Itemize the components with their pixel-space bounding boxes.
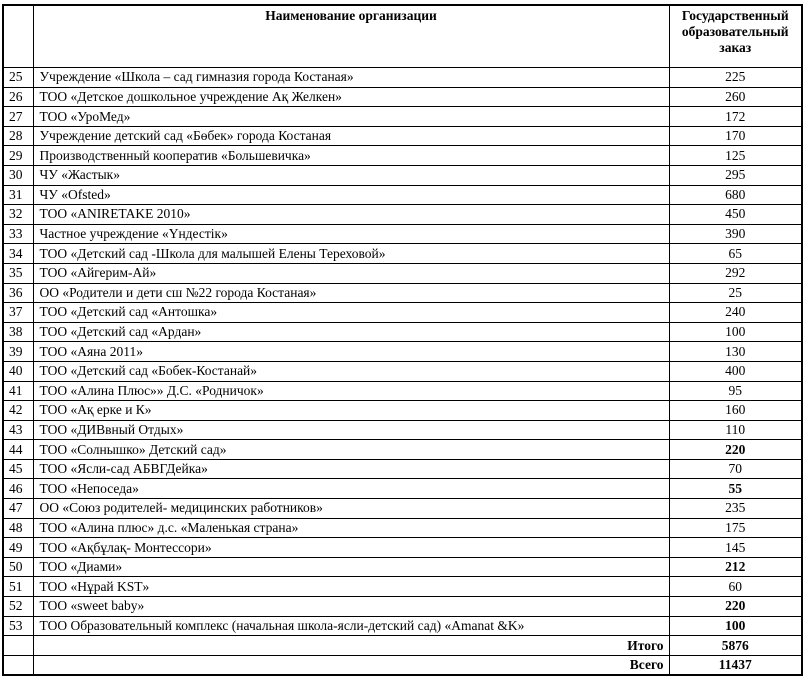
table-row	[3, 499, 802, 519]
table-row	[3, 459, 802, 479]
total-label: Итого	[33, 636, 669, 656]
order-value: 95	[669, 381, 802, 401]
order-value: 175	[669, 518, 802, 538]
organization-name: Производственный кооператив «Большевичка»	[33, 146, 669, 166]
row-number: 52	[3, 597, 33, 617]
col-header-name: Наименование организации	[33, 5, 669, 68]
organization-name: ТОО «Детский сад «Антошка»	[33, 303, 669, 323]
row-number: 45	[3, 459, 33, 479]
row-number: 32	[3, 205, 33, 225]
organization-name: ТОО «Ақбұлақ- Монтессори»	[33, 538, 669, 558]
table-row	[3, 401, 802, 421]
organization-name: ТОО «Алина плюс» д.с. «Маленькая страна»	[33, 518, 669, 538]
row-number	[3, 655, 33, 675]
total-value: 11437	[669, 655, 802, 675]
organization-name: ЧУ «Жастык»	[33, 165, 669, 185]
row-number: 42	[3, 401, 33, 421]
table-row	[3, 185, 802, 205]
order-value: 100	[669, 616, 802, 636]
table-row	[3, 244, 802, 264]
organization-name: ТОО «Детский сад «Бобек-Костанай»	[33, 361, 669, 381]
organization-name: ТОО «Айгерим-Ай»	[33, 263, 669, 283]
table-row	[3, 538, 802, 558]
row-number: 36	[3, 283, 33, 303]
organization-name: ТОО «Детское дошкольное учреждение Ақ Желкен»	[33, 87, 669, 107]
table-row	[3, 322, 802, 342]
order-value: 130	[669, 342, 802, 362]
table-row	[3, 616, 802, 636]
row-number: 28	[3, 126, 33, 146]
order-value: 60	[669, 577, 802, 597]
order-value: 292	[669, 263, 802, 283]
row-number: 27	[3, 107, 33, 127]
table-row	[3, 518, 802, 538]
table-row	[3, 361, 802, 381]
order-value: 65	[669, 244, 802, 264]
table-row	[3, 165, 802, 185]
row-number: 47	[3, 499, 33, 519]
order-value: 170	[669, 126, 802, 146]
order-value: 390	[669, 224, 802, 244]
organization-name: ТОО «sweet baby»	[33, 597, 669, 617]
organization-name: Учреждение детский сад «Бөбек» города Костаная	[33, 126, 669, 146]
organization-name: ТОО «УроМед»	[33, 107, 669, 127]
organization-name: ОО «Родители и дети сш №22 города Костаная»	[33, 283, 669, 303]
order-value: 25	[669, 283, 802, 303]
table-row	[3, 577, 802, 597]
order-value: 400	[669, 361, 802, 381]
order-value: 145	[669, 538, 802, 558]
table-row	[3, 68, 802, 88]
row-number: 44	[3, 440, 33, 460]
row-number: 38	[3, 322, 33, 342]
order-value: 225	[669, 68, 802, 88]
order-value: 172	[669, 107, 802, 127]
row-number: 49	[3, 538, 33, 558]
organization-name: ТОО «Детский сад «Ардан»	[33, 322, 669, 342]
organization-name: ТОО Образовательный комплекс (начальная школа-ясли-детский сад) «Amanat &K»	[33, 616, 669, 636]
total-row	[3, 655, 802, 675]
row-number: 43	[3, 420, 33, 440]
total-row	[3, 636, 802, 656]
order-value: 260	[669, 87, 802, 107]
row-number: 40	[3, 361, 33, 381]
order-value: 110	[669, 420, 802, 440]
row-number: 51	[3, 577, 33, 597]
organization-name: ТОО «Ясли-сад АБВГДейка»	[33, 459, 669, 479]
table-row	[3, 205, 802, 225]
row-number: 50	[3, 557, 33, 577]
row-number: 34	[3, 244, 33, 264]
table-row	[3, 283, 802, 303]
order-value: 240	[669, 303, 802, 323]
total-label: Всего	[33, 655, 669, 675]
row-number: 39	[3, 342, 33, 362]
table-row	[3, 224, 802, 244]
organization-name: ТОО «Непоседа»	[33, 479, 669, 499]
organization-name: ТОО «Ақ ерке и К»	[33, 401, 669, 421]
row-number: 41	[3, 381, 33, 401]
table-row	[3, 597, 802, 617]
order-value: 55	[669, 479, 802, 499]
table-row	[3, 126, 802, 146]
row-number: 37	[3, 303, 33, 323]
row-number: 30	[3, 165, 33, 185]
organization-name: ТОО «ДИВвный Отдых»	[33, 420, 669, 440]
organization-name: ТОО «Нұрай KST»	[33, 577, 669, 597]
row-number: 29	[3, 146, 33, 166]
total-value: 5876	[669, 636, 802, 656]
table-row	[3, 87, 802, 107]
row-number: 31	[3, 185, 33, 205]
col-header-num	[3, 5, 33, 68]
order-value: 100	[669, 322, 802, 342]
organization-name: ТОО «Солнышко» Детский сад»	[33, 440, 669, 460]
order-value: 235	[669, 499, 802, 519]
row-number: 48	[3, 518, 33, 538]
organization-name: Учреждение «Школа – сад гимназия города Костаная»	[33, 68, 669, 88]
row-number: 53	[3, 616, 33, 636]
col-header-value: Государственный образовательный заказ	[669, 5, 802, 68]
table-row	[3, 440, 802, 460]
table-row	[3, 146, 802, 166]
row-number	[3, 636, 33, 656]
header-row	[3, 5, 802, 68]
organization-name: ТОО «ANIRETAKE 2010»	[33, 205, 669, 225]
order-value: 160	[669, 401, 802, 421]
row-number: 25	[3, 68, 33, 88]
order-value: 125	[669, 146, 802, 166]
table-header	[3, 5, 802, 68]
table-row	[3, 263, 802, 283]
organization-name: ЧУ «Ofsted»	[33, 185, 669, 205]
table-row	[3, 342, 802, 362]
table-row	[3, 303, 802, 323]
order-value: 70	[669, 459, 802, 479]
table-row	[3, 420, 802, 440]
table-body	[3, 68, 802, 676]
organization-name: Частное учреждение «Үндестік»	[33, 224, 669, 244]
row-number: 46	[3, 479, 33, 499]
table-row	[3, 479, 802, 499]
order-value: 680	[669, 185, 802, 205]
row-number: 33	[3, 224, 33, 244]
row-number: 35	[3, 263, 33, 283]
organization-name: ОО «Союз родителей- медицинских работников»	[33, 499, 669, 519]
order-value: 295	[669, 165, 802, 185]
order-value: 220	[669, 597, 802, 617]
organizations-table	[2, 4, 803, 676]
table-row	[3, 381, 802, 401]
order-value: 450	[669, 205, 802, 225]
table-row	[3, 557, 802, 577]
order-value: 220	[669, 440, 802, 460]
organization-name: ТОО «Диами»	[33, 557, 669, 577]
organization-name: ТОО «Аяна 2011»	[33, 342, 669, 362]
order-value: 212	[669, 557, 802, 577]
organization-name: ТОО «Алина Плюс»» Д.С. «Родничок»	[33, 381, 669, 401]
row-number: 26	[3, 87, 33, 107]
table-row	[3, 107, 802, 127]
organization-name: ТОО «Детский сад -Школа для малышей Елены Тереховой»	[33, 244, 669, 264]
